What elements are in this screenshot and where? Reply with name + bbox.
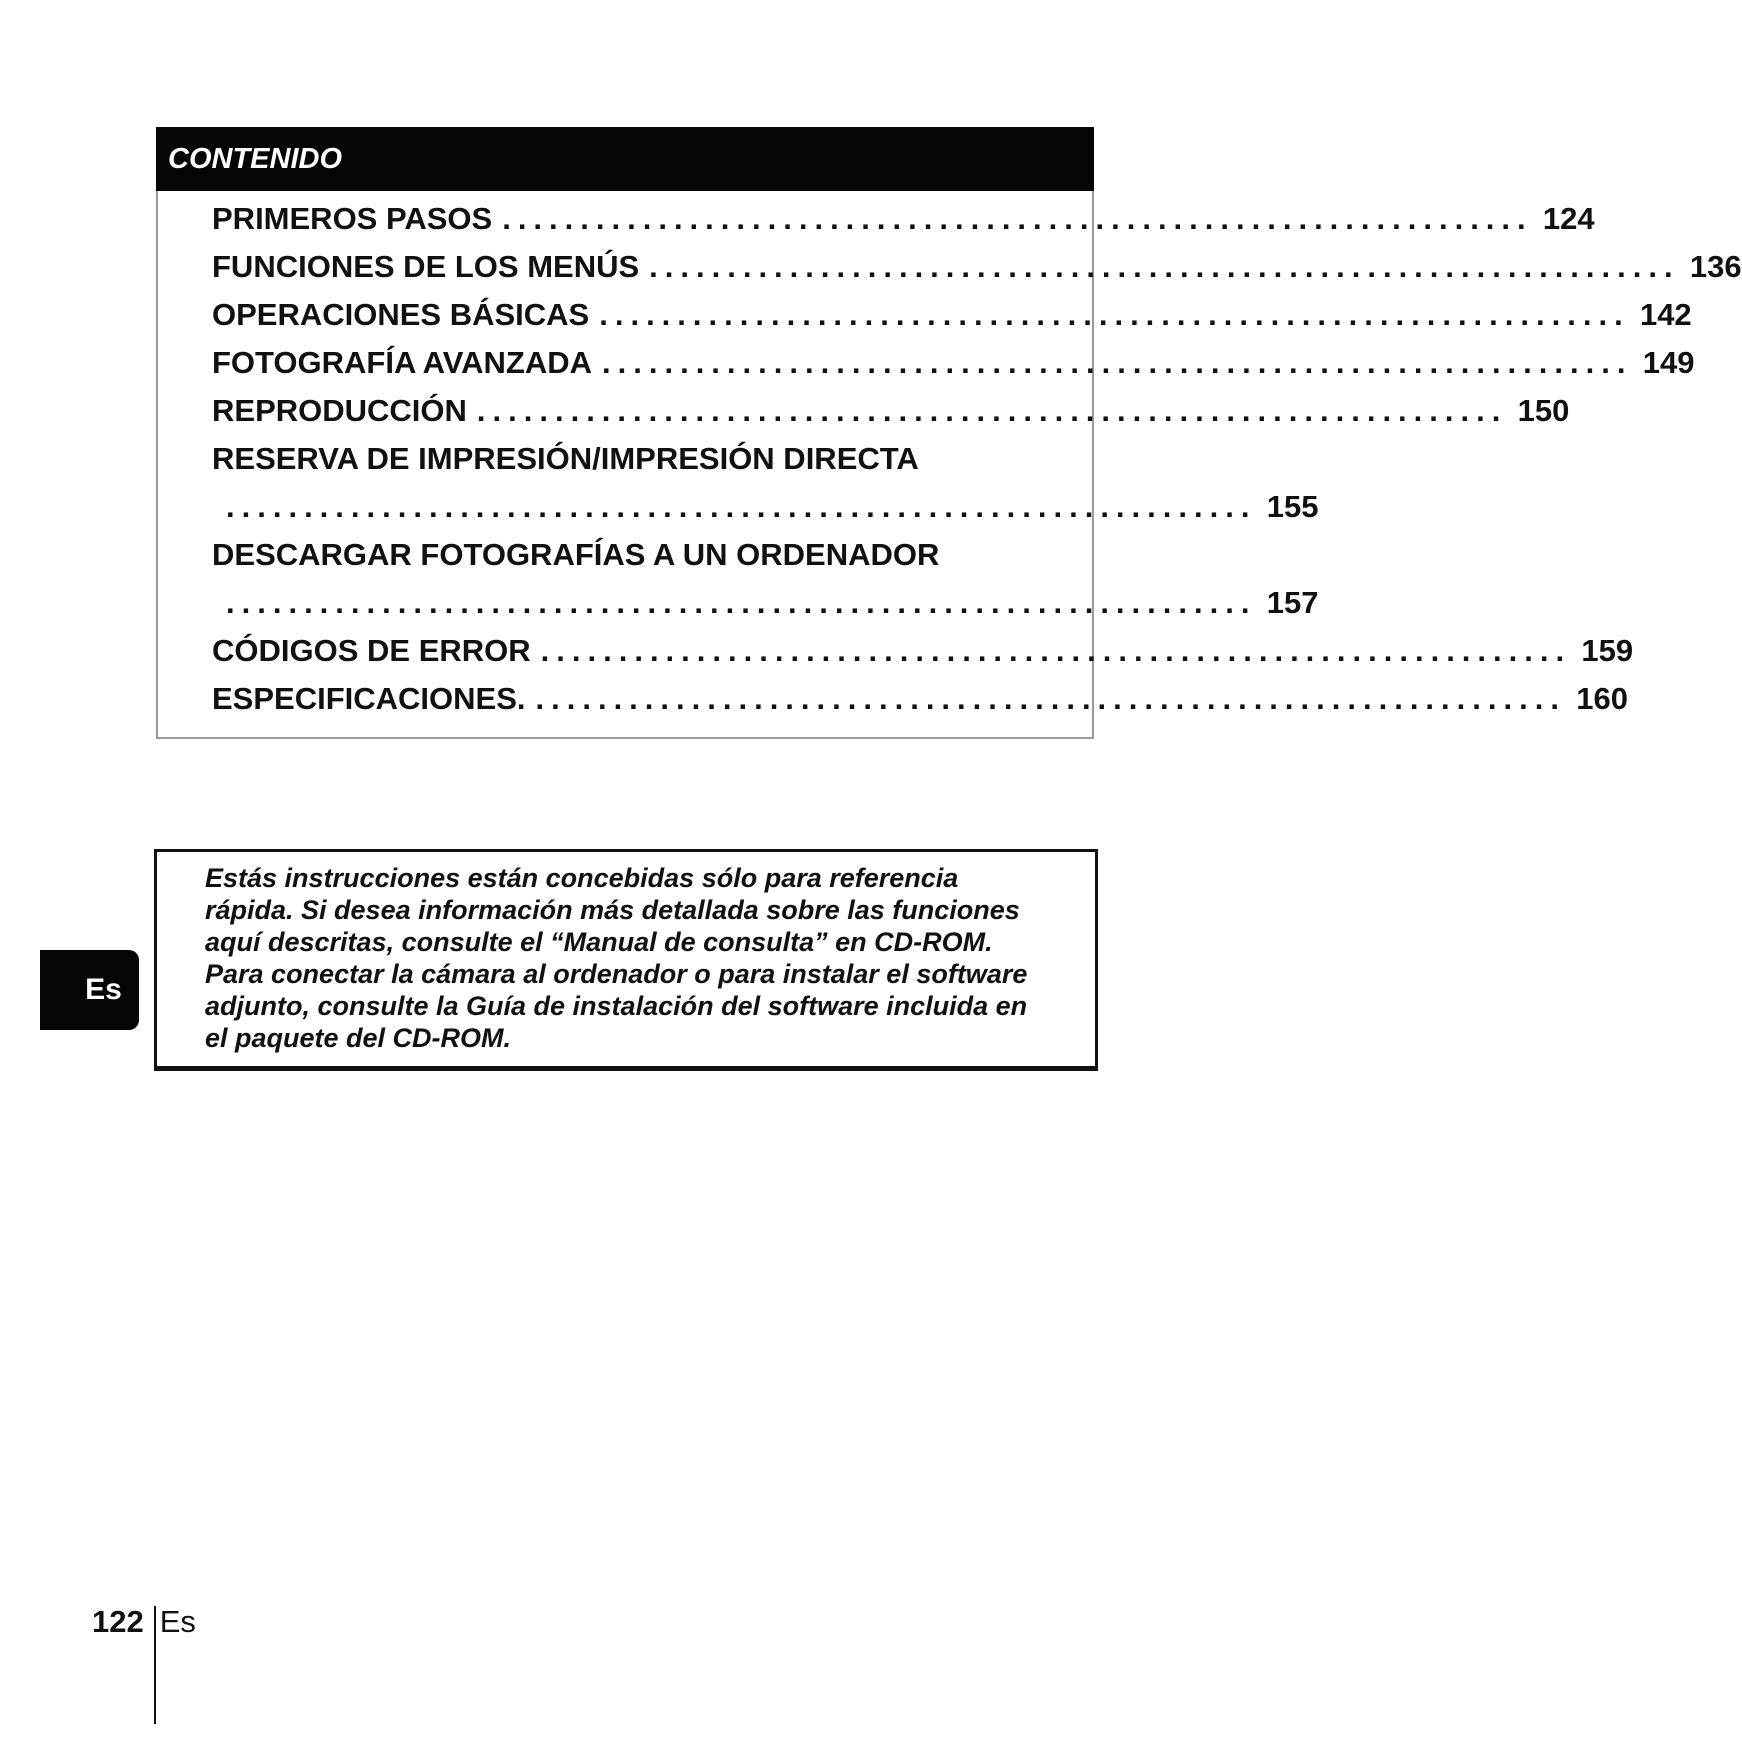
toc-leader-dots: .................................................................. [599, 297, 1630, 332]
toc-leader-dots: .................................................................. [502, 201, 1533, 236]
toc-entry[interactable] [212, 627, 1634, 675]
toc-leader-dots: .................................................................. [535, 681, 1566, 716]
footer-language: Es [159, 1604, 196, 1639]
toc-entry-title: OPERACIONES BÁSICAS [212, 297, 590, 332]
page-footer [92, 1604, 196, 1640]
toc-entry-page: 149 [1642, 345, 1695, 380]
toc-heading: CONTENIDO [156, 127, 1094, 191]
toc-entry[interactable] [212, 531, 1319, 627]
toc-entry-page: 159 [1581, 633, 1634, 668]
toc-entry[interactable] [212, 675, 1628, 723]
toc-entry[interactable] [212, 291, 1692, 339]
toc-entry-title: PRIMEROS PASOS [212, 201, 493, 236]
toc-entry-page: 160 [1576, 681, 1628, 716]
page-number: 122 [92, 1604, 144, 1639]
language-tab: Es [40, 950, 139, 1030]
toc-list [158, 191, 1742, 723]
toc-leader-dots: .................................................................. [540, 633, 1572, 668]
toc-leader-dots: .................................................................. [649, 249, 1680, 284]
reference-note-box [154, 849, 1098, 1071]
toc-entry-title: REPRODUCCIÓN [212, 393, 467, 428]
toc-entry-title: RESERVA DE IMPRESIÓN/IMPRESIÓN DIRECTA [212, 441, 919, 476]
toc-entry-page: 155 [1266, 489, 1319, 524]
reference-note-text: Estás instrucciones están concebidas sólo para referencia rápida. Si desea información más detallada sobre las funciones aquí descritas, consulte el “Manual de consulta” en CD-ROM. Para conectar la cámara al ordenador o para instalar el software adjunto, consulte la Guía de instalación del software incluida en el paquete del CD-ROM. [205, 863, 1028, 1053]
toc-entry[interactable] [212, 435, 1319, 531]
toc-leader-dots: .................................................................. [226, 489, 1257, 524]
toc-entry-title: CÓDIGOS DE ERROR [212, 633, 531, 668]
toc-entry-page: 142 [1639, 297, 1692, 332]
toc-entry-title: DESCARGAR FOTOGRAFÍAS A UN ORDENADOR [212, 537, 940, 572]
toc-entry[interactable] [212, 339, 1695, 387]
toc-entry[interactable] [212, 195, 1595, 243]
toc-leader-dots: .................................................................. [226, 585, 1257, 620]
toc-leader-dots: .................................................................. [602, 345, 1633, 380]
toc-entry-title: ESPECIFICACIONES. [212, 681, 526, 716]
toc-entry-page: 124 [1542, 201, 1595, 236]
toc-entry-title: FOTOGRAFÍA AVANZADA [212, 345, 593, 380]
toc-entry-page: 150 [1517, 393, 1570, 428]
toc-leader-dots: .................................................................. [476, 393, 1508, 428]
toc-entry-title: FUNCIONES DE LOS MENÚS [212, 249, 640, 284]
toc-entry[interactable] [212, 387, 1570, 435]
table-of-contents [156, 127, 1742, 739]
toc-entry-page: 136 [1689, 249, 1742, 284]
toc-entry-page: 157 [1266, 585, 1319, 620]
toc-entry[interactable] [212, 243, 1742, 291]
